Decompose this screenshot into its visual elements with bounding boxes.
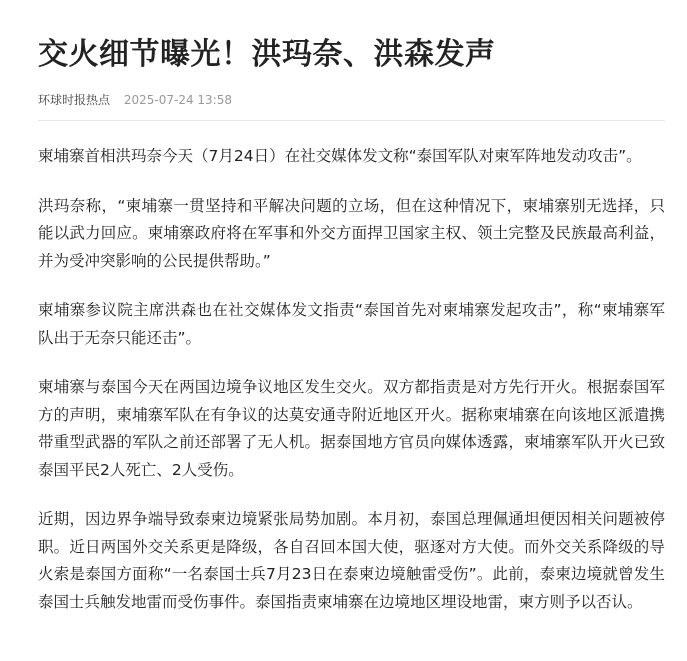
paragraph-3: 柬埔寨参议院主席洪森也在社交媒体发文指责“泰国首先对柬埔寨发起攻击”，称“柬埔寨军队出于无奈只能还击”。 <box>38 301 665 347</box>
article-meta <box>38 90 665 110</box>
paragraph-1: 柬埔寨首相洪玛奈今天（7月24日）在社交媒体发文称“泰国军队对柬军阵地发动攻击”。 <box>38 147 642 165</box>
paragraph-5: 近期，因边界争端导致泰柬边境紧张局势加剧。本月初，泰国总理佩通坦便因相关问题被停职。近日两国外交关系更是降级，各自召回本国大使，驱逐对方大使。而外交关系降级的导火索是泰国方面称“一名泰国士兵7月23日在泰柬边境触雷受伤”。此前，泰柬边境就曾发生泰国士兵触发地雷而受伤事件。泰国指责柬埔寨在边境地区埋设地雷，柬方则予以否认。 <box>38 510 665 611</box>
article-source[interactable]: 环球时报热点 <box>38 93 111 107</box>
divider <box>38 120 665 121</box>
paragraph-2: 洪玛奈称，“柬埔寨一贯坚持和平解决问题的立场，但在这种情况下，柬埔寨别无选择，只能以武力回应。柬埔寨政府将在军事和外交方面捍卫国家主权、领土完整及民族最高利益，并为受冲突影响的公民提供帮助。” <box>38 196 665 270</box>
article-body <box>38 143 665 616</box>
article-timestamp: 2025-07-24 13:58 <box>123 93 232 107</box>
article-title: 交火细节曝光！洪玛奈、洪森发声 <box>38 37 496 72</box>
paragraph-4: 柬埔寨与泰国今天在两国边境争议地区发生交火。双方都指责是对方先行开火。根据泰国军方的声明，柬埔寨军队在有争议的达莫安通寺附近地区开火。据称柬埔寨在向该地区派遣携带重型武器的军队之前还部署了无人机。据泰国地方官员向媒体透露，柬埔寨军队开火已致泰国平民2人死亡、2人受伤。 <box>38 378 665 479</box>
